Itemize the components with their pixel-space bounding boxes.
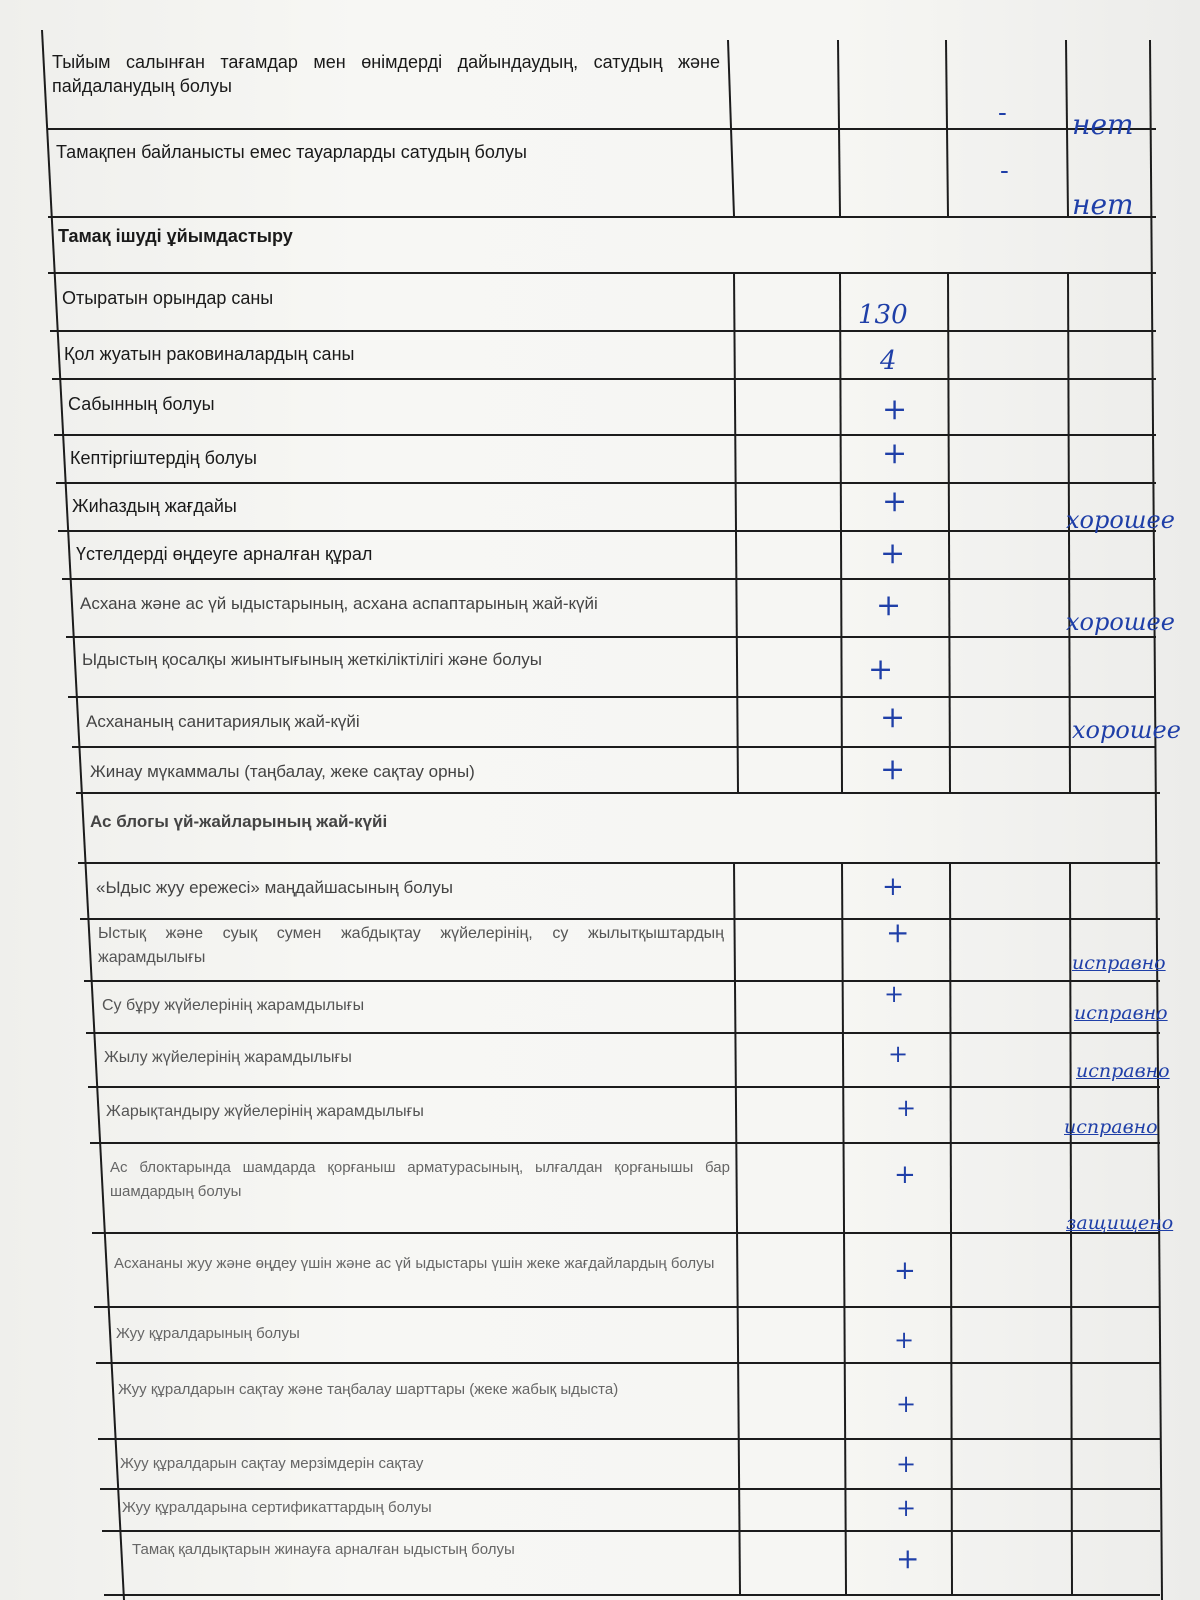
check-mark: + [880,700,906,735]
check-mark: + [896,1450,917,1478]
row-label: Асхананы жуу және өңдеу үшін және ас үй ыдыстары үшін жеке жағдайлардың болуы [114,1255,715,1272]
handwritten-note: защищено [1066,1212,1174,1234]
row-label: Ыстық және суық сумен жабдықтау жүйелерінің, су жылытқыштардың жарамдылығы [98,925,724,966]
section-heading: Тамақ ішуді ұйымдастыру [58,226,293,246]
handwritten-note: хорошее [1072,716,1181,744]
handwritten-note: исправно [1074,1002,1168,1024]
row-label: Жуу құралдарына сертификаттардың болуы [122,1499,432,1516]
row-label: Асхананың санитариялық жай-күйі [86,712,360,731]
handwritten-note: хорошее [1066,506,1175,534]
handwritten-value: 4 [880,346,897,376]
handwritten-note: нет [1072,188,1134,221]
check-mark: + [880,536,906,571]
check-mark: + [880,752,906,787]
row-label: Тыйым салынған тағамдар мен өнімдерді дайындаудың, сатудың және пайдаланудың болуы [52,52,720,96]
handwritten-dash: - [998,98,1007,128]
check-mark: + [876,588,902,623]
row-label: Үстелдерді өңдеуге арналған құрал [76,544,373,564]
check-mark: + [882,484,908,519]
handwritten-note: нет [1072,108,1134,141]
check-mark: + [894,1160,916,1190]
check-mark: + [884,980,905,1008]
handwritten-note: хорошее [1066,608,1175,636]
handwritten-note: исправно [1076,1060,1170,1082]
row-label: Сабынның болуы [68,394,215,414]
row-label: Отыратын орындар саны [62,288,274,308]
row-label: Жарықтандыру жүйелерінің жарамдылығы [106,1103,424,1120]
check-mark: + [882,436,908,471]
handwritten-note: исправно [1064,1116,1158,1138]
row-label: Ас блоктарында шамдарда қорғаныш арматурасының, ылғалдан қорғанышы бар шамдардың болуы [110,1159,730,1200]
row-label: Су бұру жүйелерінің жарамдылығы [102,997,365,1014]
row-label: Тамақ қалдықтарын жинауға арналған ыдыстың болуы [132,1541,515,1558]
row-label: Кептіргіштердің болуы [70,448,257,468]
row-label: Қол жуатын раковиналардың саны [64,344,355,364]
handwritten-value: 130 [858,300,908,330]
check-mark: + [896,1494,917,1522]
check-mark: + [882,872,904,902]
row-label: Жылу жүйелерінің жарамдылығы [104,1049,352,1066]
check-mark: + [894,1256,916,1286]
check-mark: + [896,1542,920,1575]
check-mark: + [882,392,908,427]
check-mark: + [888,1040,909,1068]
handwritten-note: исправно [1072,952,1166,974]
row-label: Жуу құралдарын сақтау және таңбалау шарттары (жеке жабық ыдыста) [118,1381,619,1398]
row-label: Тамақпен байланысты емес тауарларды сатудың болуы [56,142,527,162]
check-mark: + [894,1326,915,1354]
row-label: Жуу құралдарын сақтау мерзімдерін сақтау [120,1455,424,1472]
row-label: Ыдыстың қосалқы жиынтығының жеткіліктілігі және болуы [82,650,542,669]
check-mark: + [868,652,894,687]
row-label: «Ыдыс жуу ережесі» маңдайшасының болуы [96,878,453,897]
row-label: Асхана және ас үй ыдыстарының, асхана аспаптарының жай-күйі [80,594,598,613]
check-mark: + [896,1390,917,1418]
row-label: Жинау мүкаммалы (таңбалау, жеке сақтау орны) [90,762,475,781]
check-mark: + [886,916,910,949]
section-heading: Ас блогы үй-жайларының жай-күйі [90,812,388,831]
row-label: Жуу құралдарының болуы [116,1325,300,1342]
row-label: Жиhаздың жағдайы [72,496,237,516]
check-mark: + [896,1094,917,1122]
handwritten-dash: - [1000,156,1009,186]
